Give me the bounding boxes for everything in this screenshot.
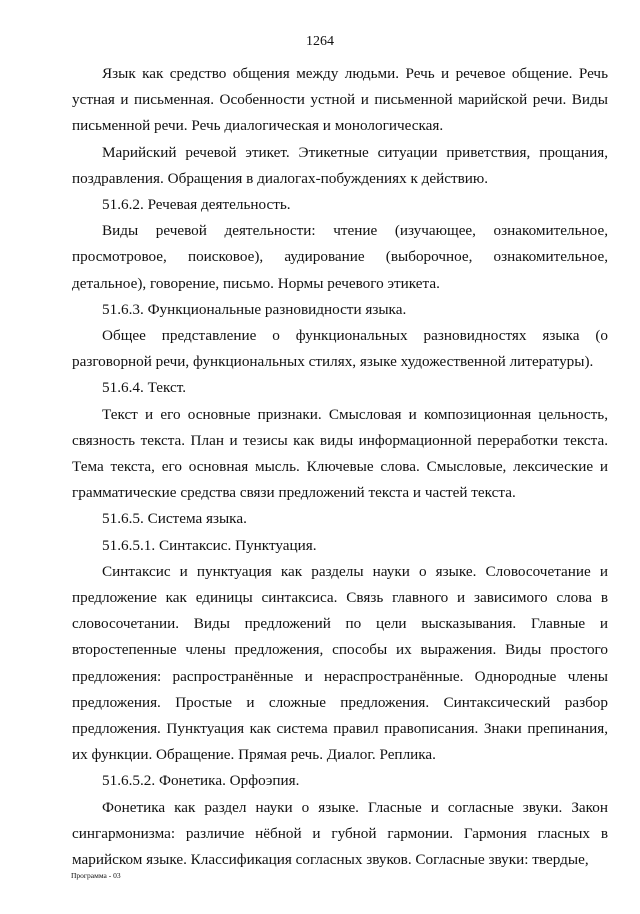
document-body: [72, 61, 608, 873]
section-heading-language-system: 51.6.5. Система языка.: [102, 510, 247, 528]
paragraph-speech-communication: Язык как средство общения между людьми. Речь и речевое общение. Речь устная и письменная. Особенности устной и письменной марийской речи. Виды письменной речи. Речь диалогическая и монологическая.: [72, 65, 608, 135]
section-heading-speech-activity: 51.6.2. Речевая деятельность.: [102, 196, 291, 214]
paragraph-speech-etiquette: Марийский речевой этикет. Этикетные ситуации приветствия, прощания, поздравления. Обращения в диалогах-побуждениях к действию.: [72, 143, 608, 187]
paragraph-text: Текст и его основные признаки. Смысловая и композиционная цельность, связность текста. План и тезисы как виды информационной переработки текста. Тема текста, его основная мысль. Ключевые слова. Смысловые, лексические и грамматические средства связи предложений текста и частей текста.: [72, 405, 608, 502]
paragraph-syntax-punctuation: Синтаксис и пунктуация как разделы науки о языке. Словосочетание и предложение как единицы синтаксиса. Связь главного и зависимого слова в словосочетании. Виды предложений по цели высказывания. Главные и второстепенные члены предложения, способы их выражения. Виды простого предложения: распространённые и нераспространённые. Однородные члены предложения. Простые и сложные предложения. Синтаксический разбор предложения. Пунктуация как система правил правописания. Знаки препинания, их функции. Обращение. Прямая речь. Диалог. Реплика.: [72, 562, 608, 764]
paragraph-speech-activity: Виды речевой деятельности: чтение (изучающее, ознакомительное, просмотровое, поисковое), аудирование (выборочное, ознакомительное, детальное), говорение, письмо. Нормы речевого этикета.: [72, 222, 608, 292]
section-heading-text: 51.6.4. Текст.: [102, 379, 187, 397]
section-heading-phonetics: 51.6.5.2. Фонетика. Орфоэпия.: [102, 772, 300, 790]
page-number: 1264: [306, 34, 334, 49]
paragraph-functional-varieties: Общее представление о функциональных разновидностях языка (о разговорной речи, функциональных стилях, языке художественной литературы).: [72, 327, 608, 371]
page-footer: Программа - 03: [71, 871, 121, 880]
section-heading-syntax-punctuation: 51.6.5.1. Синтаксис. Пунктуация.: [102, 536, 317, 554]
section-heading-functional-varieties: 51.6.3. Функциональные разновидности языка.: [102, 300, 407, 318]
paragraph-phonetics: Фонетика как раздел науки о языке. Гласные и согласные звуки. Закон сингармонизма: различие нёбной и губной гармонии. Гармония гласных в марийском языке. Классификация согласных звуков. Согласные звуки: твердые,: [72, 798, 608, 869]
